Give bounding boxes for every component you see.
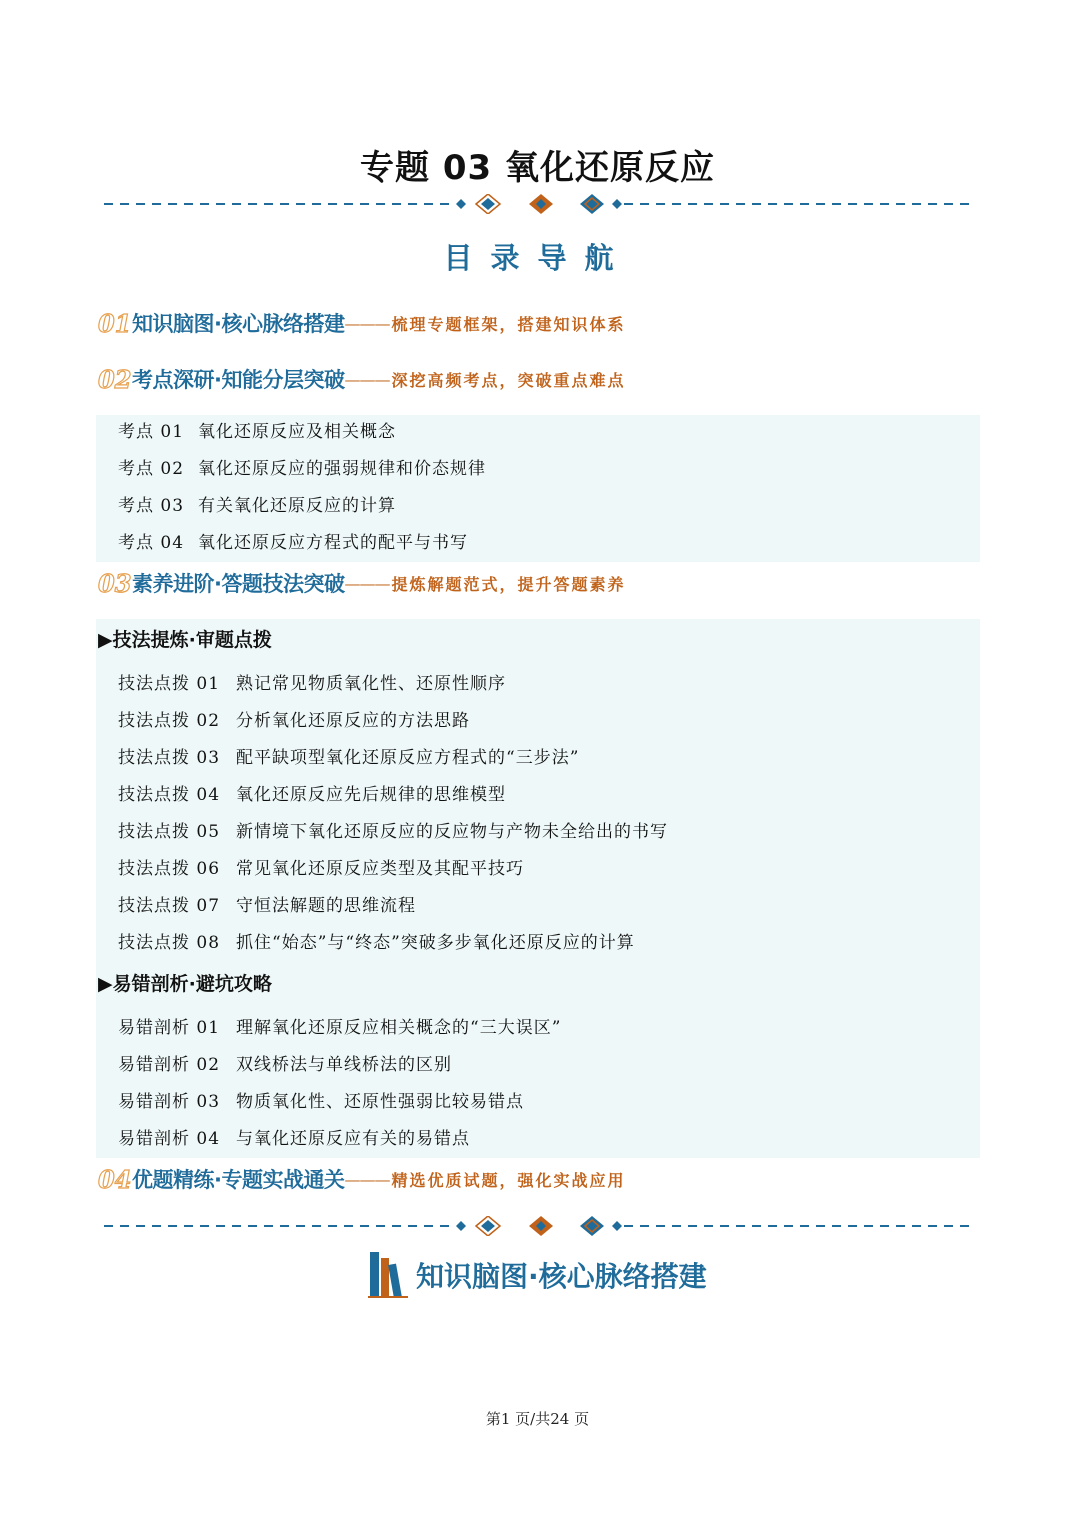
divider-bottom [104, 1216, 976, 1236]
section-desc: 梳理专题框架，搭建知识体系 [391, 314, 626, 334]
item-text: 氧化还原反应的强弱规律和价态规律 [198, 459, 486, 479]
item-text: 氧化还原反应先后规律的思维模型 [236, 785, 506, 805]
item-text: 双线桥法与单线桥法的区别 [236, 1055, 452, 1075]
jifa-item[interactable] [118, 706, 470, 731]
section-dash: ——— [344, 1169, 390, 1189]
item-text: 分析氧化还原反应的方法思路 [236, 711, 470, 731]
yicuo-item[interactable] [118, 1087, 524, 1112]
section-03-heading[interactable] [98, 566, 626, 600]
kaodian-item[interactable] [118, 454, 486, 479]
yicuo-item[interactable] [118, 1013, 561, 1038]
section-desc: 提炼解题范式，提升答题素养 [391, 574, 626, 594]
section-number: 02 [98, 364, 132, 394]
item-label: 易错剖析 01 [118, 1018, 221, 1038]
jifa-item[interactable] [118, 743, 579, 768]
jifa-item[interactable] [118, 928, 635, 953]
item-label: 技法点拨 07 [118, 896, 221, 916]
item-label: 易错剖析 04 [118, 1129, 221, 1149]
document-title: 专题 03 氧化还原反应 [360, 148, 715, 188]
section-title: 优题精练·专题实战通关 [132, 1168, 345, 1192]
item-text: 抓住“始态”与“终态”突破多步氧化还原反应的计算 [236, 933, 635, 953]
jifa-item[interactable] [118, 854, 524, 879]
section-title: 素养进阶·答题技法突破 [132, 572, 345, 596]
item-label: 考点 01 [118, 422, 185, 442]
section-01-heading[interactable] [98, 306, 626, 340]
section-number: 01 [98, 308, 132, 338]
item-label: 技法点拨 01 [118, 674, 221, 694]
bottom-heading-text: 知识脑图·核心脉络搭建 [416, 1260, 707, 1293]
jifa-item[interactable] [118, 817, 668, 842]
item-label: 技法点拨 05 [118, 822, 221, 842]
item-text: 熟记常见物质氧化性、还原性顺序 [236, 674, 506, 694]
item-label: 技法点拨 08 [118, 933, 221, 953]
section-02-heading[interactable] [98, 362, 626, 396]
kaodian-item[interactable] [118, 417, 396, 442]
section-dash: ——— [344, 313, 390, 333]
books-icon [368, 1252, 408, 1298]
item-text: 氧化还原反应及相关概念 [198, 422, 396, 442]
item-text: 有关氧化还原反应的计算 [198, 496, 396, 516]
page-footer: 第1 页/共24 页 [485, 1410, 590, 1428]
item-text: 配平缺项型氧化还原反应方程式的“三步法” [236, 748, 580, 768]
section-number: 03 [98, 568, 132, 598]
section-desc: 精选优质试题，强化实战应用 [391, 1170, 626, 1190]
item-text: 与氧化还原反应有关的易错点 [236, 1129, 470, 1149]
item-text: 常见氧化还原反应类型及其配平技巧 [236, 859, 524, 879]
yicuo-item[interactable] [118, 1050, 452, 1075]
item-text: 理解氧化还原反应相关概念的“三大误区” [236, 1018, 562, 1038]
item-label: 考点 03 [118, 496, 185, 516]
subheading-yicuo: ▶易错剖析·避坑攻略 [98, 973, 272, 995]
item-label: 技法点拨 03 [118, 748, 221, 768]
section-desc: 深挖高频考点，突破重点难点 [391, 370, 626, 390]
item-label: 技法点拨 02 [118, 711, 221, 731]
item-label: 易错剖析 03 [118, 1092, 221, 1112]
item-label: 技法点拨 04 [118, 785, 221, 805]
section-dash: ——— [344, 573, 390, 593]
item-text: 新情境下氧化还原反应的反应物与产物未全给出的书写 [236, 822, 668, 842]
section-title: 考点深研·知能分层突破 [132, 368, 345, 392]
section-title: 知识脑图·核心脉络搭建 [132, 312, 345, 336]
section-number: 04 [98, 1164, 132, 1194]
subheading-jifa: ▶技法提炼·审题点拨 [98, 629, 272, 651]
toc-title: 目录导航 [443, 241, 632, 275]
jifa-box [96, 619, 980, 1158]
jifa-item[interactable] [118, 669, 506, 694]
item-label: 技法点拨 06 [118, 859, 221, 879]
item-text: 物质氧化性、还原性强弱比较易错点 [236, 1092, 524, 1112]
yicuo-item[interactable] [118, 1124, 470, 1149]
section-dash: ——— [344, 369, 390, 389]
item-label: 考点 04 [118, 533, 185, 553]
bottom-section-heading [368, 1252, 707, 1298]
item-text: 氧化还原反应方程式的配平与书写 [198, 533, 468, 553]
kaodian-item[interactable] [118, 491, 396, 516]
item-label: 易错剖析 02 [118, 1055, 221, 1075]
item-text: 守恒法解题的思维流程 [236, 896, 416, 916]
jifa-item[interactable] [118, 891, 416, 916]
divider-top [104, 194, 976, 214]
item-label: 考点 02 [118, 459, 185, 479]
jifa-item[interactable] [118, 780, 506, 805]
kaodian-item[interactable] [118, 528, 468, 553]
section-04-heading[interactable] [98, 1162, 626, 1196]
